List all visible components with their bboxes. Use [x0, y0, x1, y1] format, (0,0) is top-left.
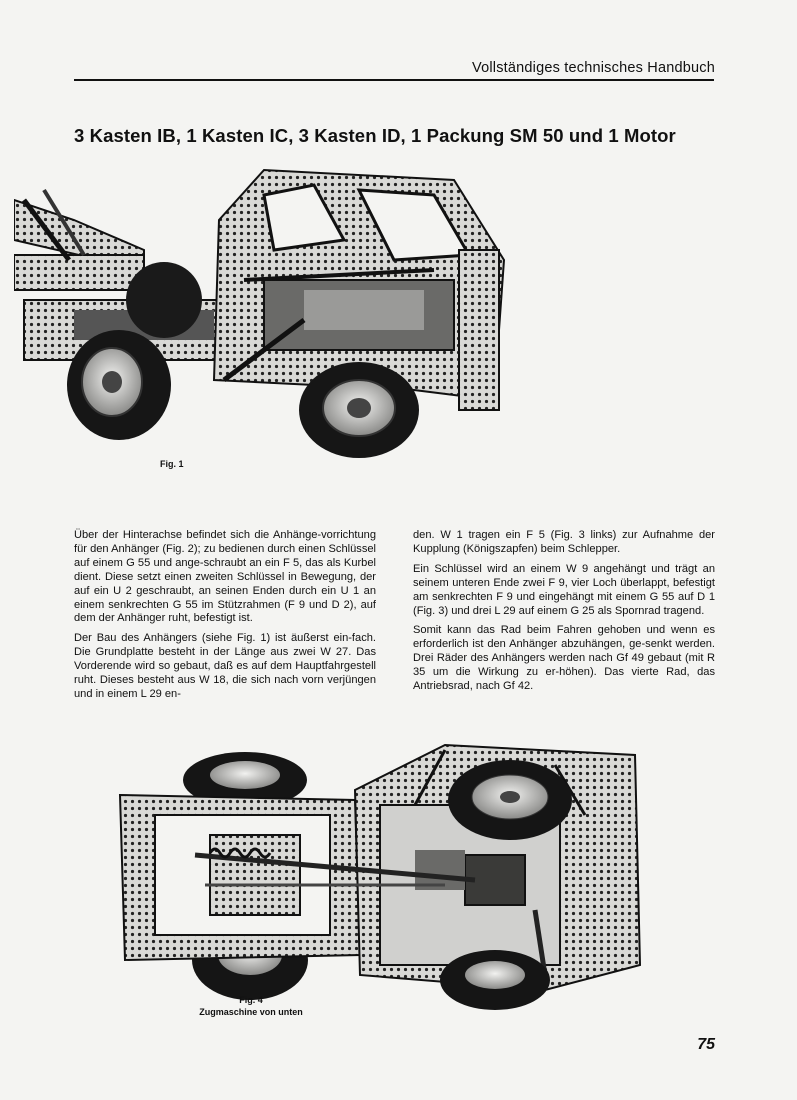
- figure-4-tractor-underside-photo: [115, 735, 655, 1020]
- figure-1-label: Fig. 1: [160, 459, 184, 469]
- paragraph: Der Bau des Anhängers (siehe Fig. 1) ist äußerst ein-fach. Die Grundplatte besteht in der Länge aus zwei W 27. Das Vorderende wird so gebaut, daß es auf dem Hauptfahrgestell ruht. Dieses besteht aus W 18, die sich nach vorn verjüngen und in einem L 29 en-: [74, 632, 376, 700]
- paragraph: Ein Schlüssel wird an einem W 9 angehängt und trägt an seinem unteren Ende zwei F 9, vier Loch überlappt, befestigt am senkrechten F 9 und eingehängt mit einem G 55 auf D 1 (Fig. 3) und drei L 29 auf einem G 25 als Spornrad tragend.: [413, 562, 715, 617]
- paragraph: Somit kann das Rad beim Fahren gehoben und wenn es erforderlich ist den Anhänger abzuhängen, ge-senkt werden. Drei Räder des Anhängers werden nach Gf 49 gebaut (mit R 35 um die Wirkung zu er-höhen). Das vierte Rad, das Antriebsrad, nach Gf 42.: [413, 624, 715, 693]
- figure-4-caption-block: [186, 994, 316, 1018]
- figure-4-caption: Zugmaschine von unten: [199, 1007, 303, 1017]
- running-title: Vollständiges technisches Handbuch: [472, 60, 715, 76]
- paragraph: den. W 1 tragen ein F 5 (Fig. 3 links) zur Aufnahme der Kupplung (Königszapfen) beim Schlepper.: [413, 529, 715, 555]
- page-number: 75: [697, 1036, 715, 1053]
- page-title: 3 Kasten IB, 1 Kasten IC, 3 Kasten ID, 1 Packung SM 50 und 1 Motor: [74, 125, 676, 146]
- header-rule: [74, 79, 714, 81]
- text-column-right: [413, 529, 715, 700]
- text-column-left: [74, 529, 376, 708]
- paragraph: Über der Hinterachse befindet sich die Anhänge-vorrichtung für den Anhänger (Fig. 2); zu bedienen durch einen Schlüssel auf einem G 55 und ange-schraubt an ein F 5, das als Kurbel dient. Diese setzt einen zweiten Schlüssel in Bewegung, der auf ein U 2 geschraubt, an seinen Enden durch ein U 1 an einem senkrechten G 55 im Stützrahmen (F 9 und D 2), auf dem der Anhänger ruht, befestigt ist.: [74, 529, 376, 625]
- figure-4-label: Fig. 4: [239, 995, 263, 1005]
- figure-1-truck-photo: [14, 160, 514, 460]
